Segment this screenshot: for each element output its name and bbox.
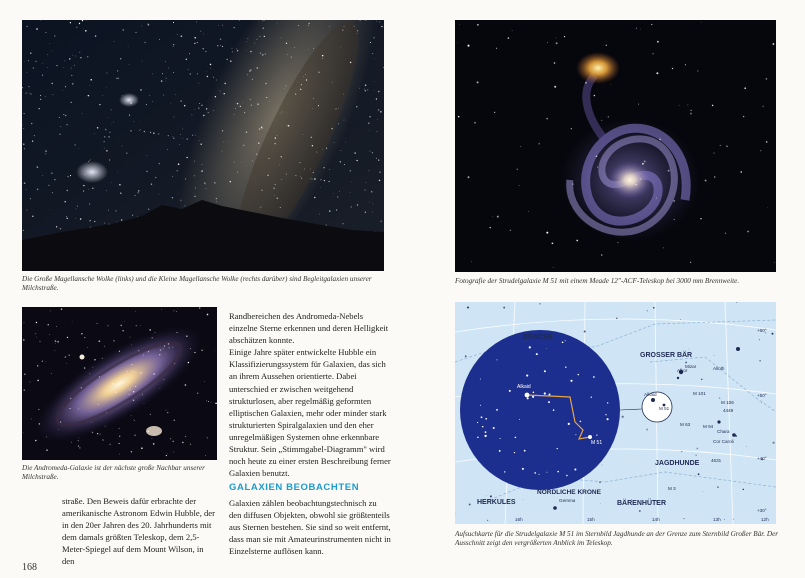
ra-label-12h: 12h <box>761 517 769 522</box>
label-alioth: Alioth <box>713 366 725 371</box>
label-drache: DRACHE <box>523 334 553 341</box>
label-grosser-baer: GROSSER BÄR <box>640 352 693 359</box>
section-heading: GALAXIEN BEOBACHTEN <box>229 482 360 493</box>
left-column-text: straße. Den Beweis dafür erbrachte der amerikanische Astronom Edwin Hubble, der in den 20er Jahren des 20. Jahrhunderts mit dem damals größten Teleskop, dem 2,5-Meter-Spiegel auf dem Mount Wilson, in den <box>62 496 215 567</box>
label-cor-caroli: Cor Caroli <box>713 439 734 444</box>
magellan-photo <box>22 20 384 271</box>
label-4631: 4631 <box>711 458 722 463</box>
paragraph-2: Einige Jahre später entwickelte Hubble ein Klassifizierungssystem für Galaxien, das sich an ihrem Aussehen orientierte. Dabei unterschied er zwischen weitgehend strukturlosen, aber regelmäßig geformten elliptischen Galaxien, mehr oder minder stark strukturierten Spiralgalaxien und den eher unregelmäßigen Systemen ohne erkennbare Struktur. Sein „Stimmgabel-Diagramm" wird noch heute zu einer ersten Beschreibung ferner Galaxien benutzt. <box>229 347 391 479</box>
label-jagdhunde: JAGDHUNDE <box>655 460 700 467</box>
page-number: 168 <box>22 562 37 573</box>
andromeda-photo <box>22 307 217 460</box>
ra-label-15h: 15h <box>587 517 595 522</box>
label-herkules: HERKULES <box>477 499 516 506</box>
label-noerdliche-krone: NÖRDLICHE KRONE <box>537 489 601 496</box>
finder-chart <box>455 302 776 524</box>
telescope-view-inset <box>460 330 620 490</box>
label-gemma: Gemma <box>559 498 576 503</box>
whirlpool-caption: Fotografie der Strudelgalaxie M 51 mit einem Meade 12"-ACF-Teleskop bei 3000 mm Brennweite. <box>455 277 740 285</box>
dec-label-60: +60° <box>757 328 767 333</box>
label-m106: M 106 <box>721 400 734 405</box>
ra-label-16h: 16h <box>515 517 523 522</box>
label-m94: M 94 <box>703 424 714 429</box>
label-m101: M 101 <box>693 391 706 396</box>
inset-label-m51: M 51 <box>591 440 603 446</box>
andromeda-caption: Die Andromeda-Galaxie ist der nächste große Nachbar unserer Milchstraße. <box>22 464 205 482</box>
label-m51: M 51 <box>659 406 670 411</box>
inset-label-alkaid: Alkaid <box>517 384 531 390</box>
dec-label-50: +50° <box>757 393 767 398</box>
dec-label-30: +30° <box>757 508 767 513</box>
label-alkor: Alkor <box>677 368 688 373</box>
ra-label-14h: 14h <box>652 517 660 522</box>
section-text: Galaxien zählen beobachtungstechnisch zu den diffusen Objekten, obwohl sie größtenteils aus Sternen bestehen. Sie sind so weit entfernt, dass man sie mit Amateurinstrumenten nicht in Einzelsterne auflösen kann. <box>229 498 391 557</box>
ra-label-13h: 13h <box>713 517 721 522</box>
label-4449: 4449 <box>723 408 734 413</box>
label-chara: Chara <box>717 429 730 434</box>
label-m63: M 63 <box>680 422 691 427</box>
label-alkaid: Alkaid <box>644 392 657 397</box>
paragraph-1: Randbereichen des Andromeda-Nebels einzelne Sterne erkennen und deren Helligkeit abschätzen konnte. <box>229 311 389 346</box>
whirlpool-photo <box>455 20 776 272</box>
magellan-caption: Die Große Magellansche Wolke (links) und die Kleine Magellansche Wolke (rechts darüber) sind Begleitgalaxien unserer Milchstraße. <box>22 275 372 293</box>
finder-chart-caption: Aufsuchkarte für die Strudelgalaxie M 51 im Sternbild Jagdhunde an der Grenze zum Sternbild Großer Bär. Der Ausschnitt zeigt den vergrößerten Anblick im Teleskop. <box>455 530 779 548</box>
label-baerenhueter: BÄRENHÜTER <box>617 500 666 507</box>
dec-label-40: +40° <box>757 456 767 461</box>
label-m3: M 3 <box>668 486 676 491</box>
right-column-text <box>229 310 391 479</box>
label-mizar: Mizar <box>685 364 697 369</box>
